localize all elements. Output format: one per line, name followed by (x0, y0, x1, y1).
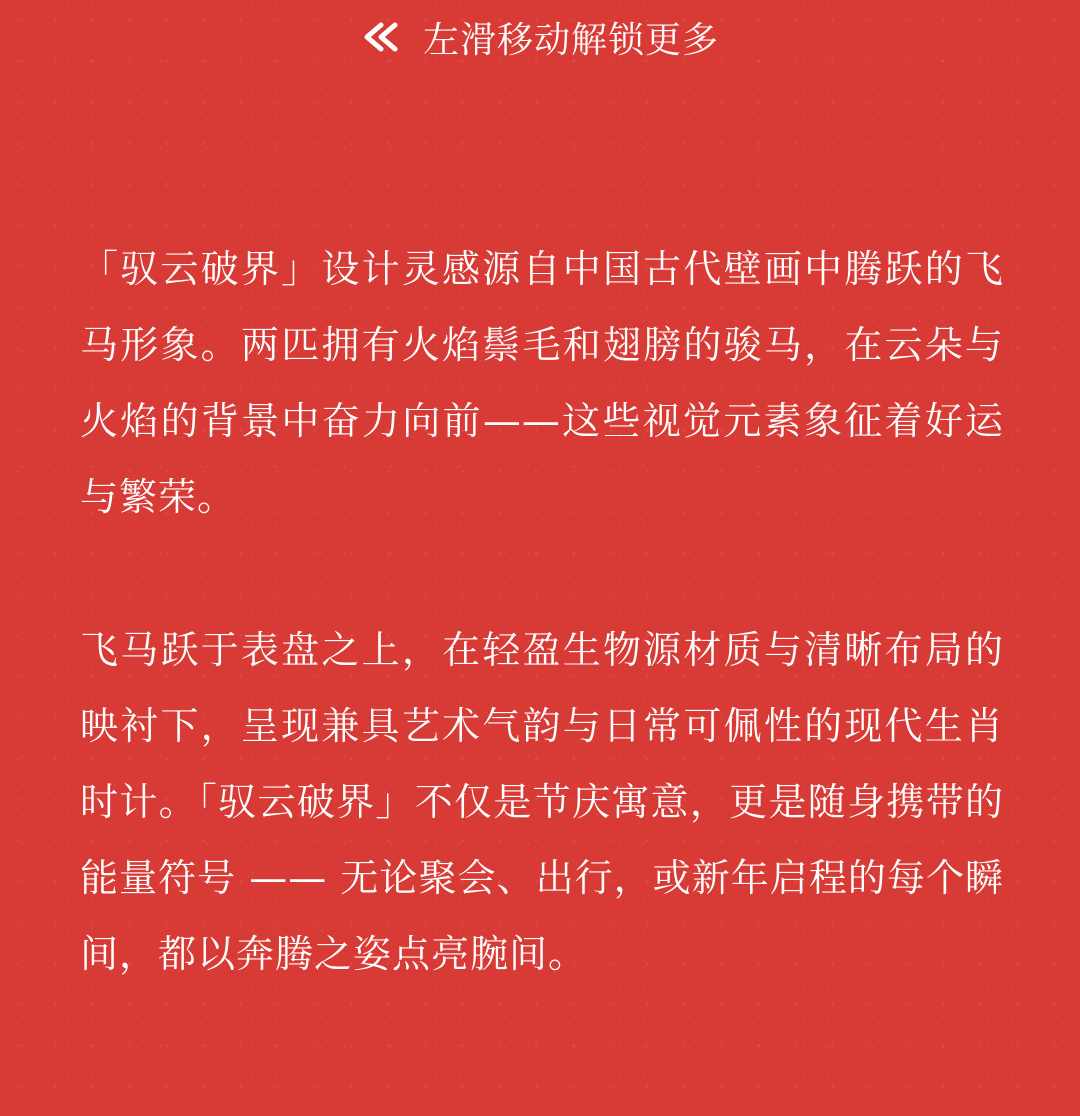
description-paragraph-inspiration: 「驭云破界」设计灵感源自中国古代壁画中腾跃的飞马形象。两匹拥有火焰鬃毛和翅膀的骏马，在云朵与火焰的背景中奋力向前——这些视觉元素象征着好运与繁荣。 (80, 247, 1004, 519)
double-chevron-left-icon (361, 22, 401, 52)
swipe-hint-text: 左滑移动解锁更多 (422, 19, 719, 61)
swipe-hint[interactable] (0, 12, 1080, 62)
description-paragraph-design: 飞马跃于表盘之上，在轻盈生物源材质与清晰布局的映衬下，呈现兼具艺术气韵与日常可佩性的现代生肖时计。「驭云破界」不仅是节庆寓意，更是随身携带的能量符号 —— 无论聚会、出行，或新年启程的每个瞬间，都以奔腾之姿点亮腕间。 (80, 628, 1004, 976)
